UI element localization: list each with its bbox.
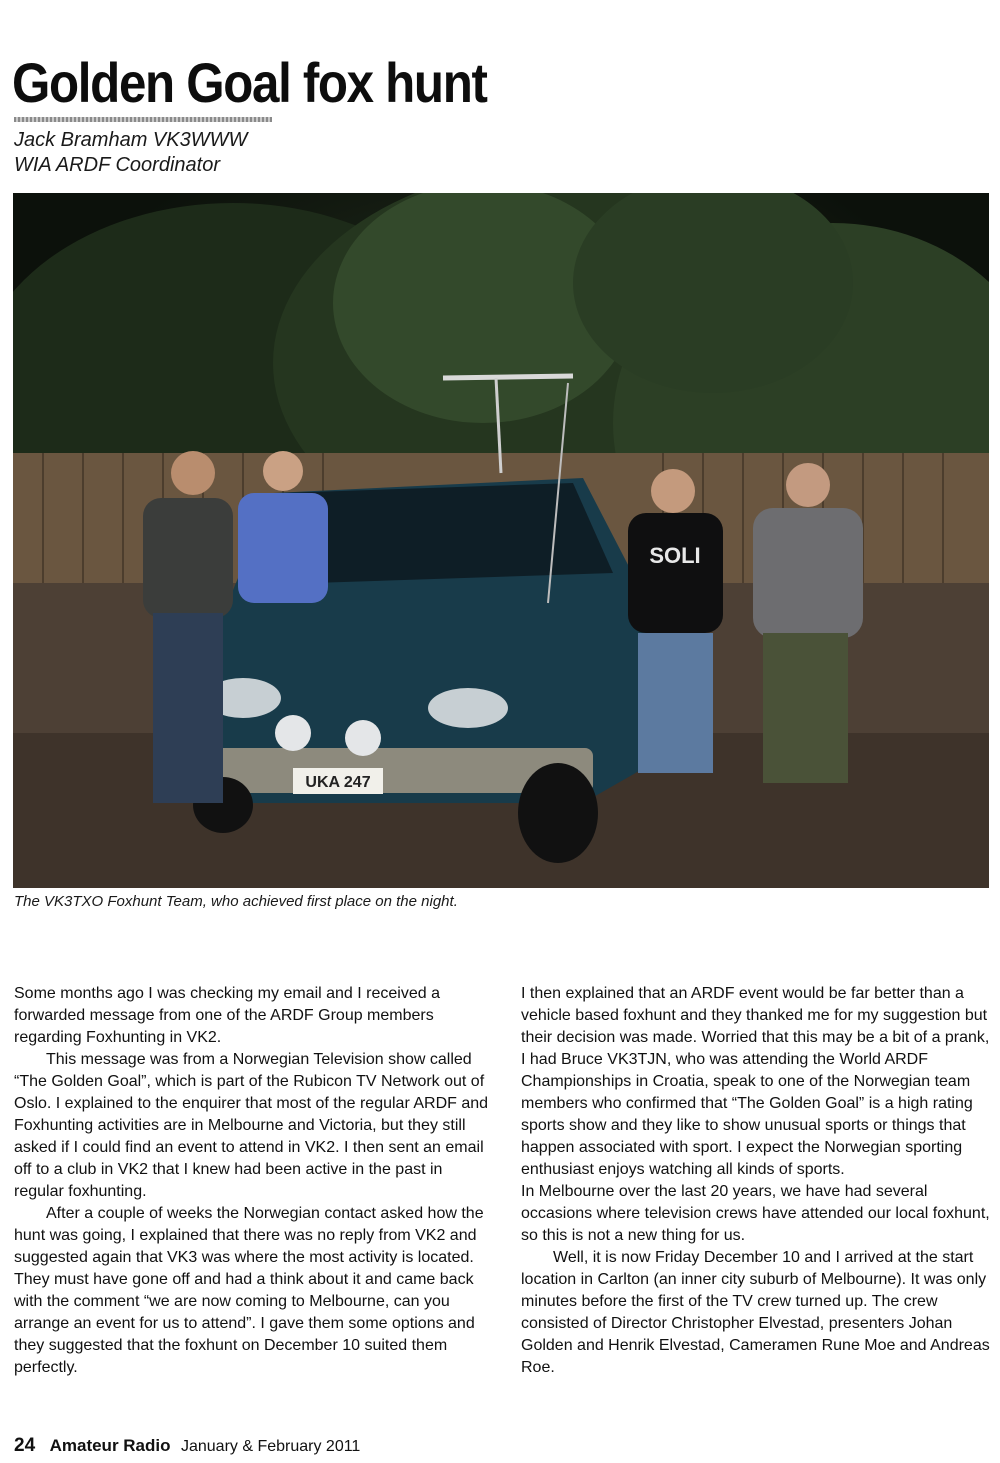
author-name: Jack Bramham VK3WWW (14, 129, 248, 151)
page-number: 24 (14, 1435, 36, 1456)
paragraph: This message was from a Norwegian Television show called “The Golden Goal”, which is part of the Rubicon TV Network out of Oslo. I explained to the enquirer that most of the regular ARDF and Foxhunting activities are in Melbourne and Victoria, but they still asked if I could find an event to attend in VK2. I then sent an email off to a club in VK2 that I knew had been active in the past in regular foxhunting. (14, 1051, 489, 1200)
photo-caption: The VK3TXO Foxhunt Team, who achieved first place on the night. (14, 893, 458, 910)
body-column-left (14, 983, 490, 1379)
body-column-right (521, 983, 991, 1379)
author-role: WIA ARDF Coordinator (14, 154, 220, 176)
magazine-name: Amateur Radio (49, 1436, 171, 1455)
byline (14, 128, 247, 178)
paragraph: In Melbourne over the last 20 years, we have had several occasions where television crews have attended our local foxhunt, so this is not a new thing for us. (521, 1183, 990, 1244)
page-footer (14, 1435, 360, 1457)
number-plate: UKA 247 (305, 774, 371, 791)
paragraph: Well, it is now Friday December 10 and I arrived at the start location in Carlton (an inner city suburb of Melbourne). It was only minutes before the first of the TV crew turned up. The crew consisted of Director Christopher Elvestad, presenters Johan Golden and Henrik Elvestad, Cameramen Rune Moe and Andreas Roe. (521, 1249, 990, 1376)
photo-illustration (13, 193, 989, 888)
article-title: Golden Goal fox hunt (12, 51, 487, 114)
issue-date: January & February 2011 (180, 1438, 361, 1455)
paragraph: After a couple of weeks the Norwegian contact asked how the hunt was going, I explained that there was no reply from VK2 and suggested again that VK3 was where the most activity is located. They must have gone off and had a think about it and came back with the comment “we are now coming to Melbourne, can you arrange an event for us to attend”. I gave them some options and they suggested that the foxhunt on December 10 suited them perfectly. (14, 1205, 484, 1376)
paragraph: I then explained that an ARDF event would be far better than a vehicle based foxhunt and they thanked me for my suggestion but their decision was made. Worried that this may be a bit of a prank, I had Bruce VK3TJN, who was attending the World ARDF Championships in Croatia, speak to one of the Norwegian team members who confirmed that “The Golden Goal” is a high rating sports show and they like to show unusual sports or things that happen associated with sport. I expect the Norwegian sporting enthusiast enjoys watching all kinds of sports. (521, 985, 990, 1178)
paragraph: Some months ago I was checking my email and I received a forwarded message from one of the ARDF Group members regarding Foxhunting in VK2. (14, 985, 440, 1046)
team-photo (13, 193, 989, 888)
title-rule (14, 117, 272, 122)
svg-text:SOLI: SOLI (649, 543, 701, 568)
